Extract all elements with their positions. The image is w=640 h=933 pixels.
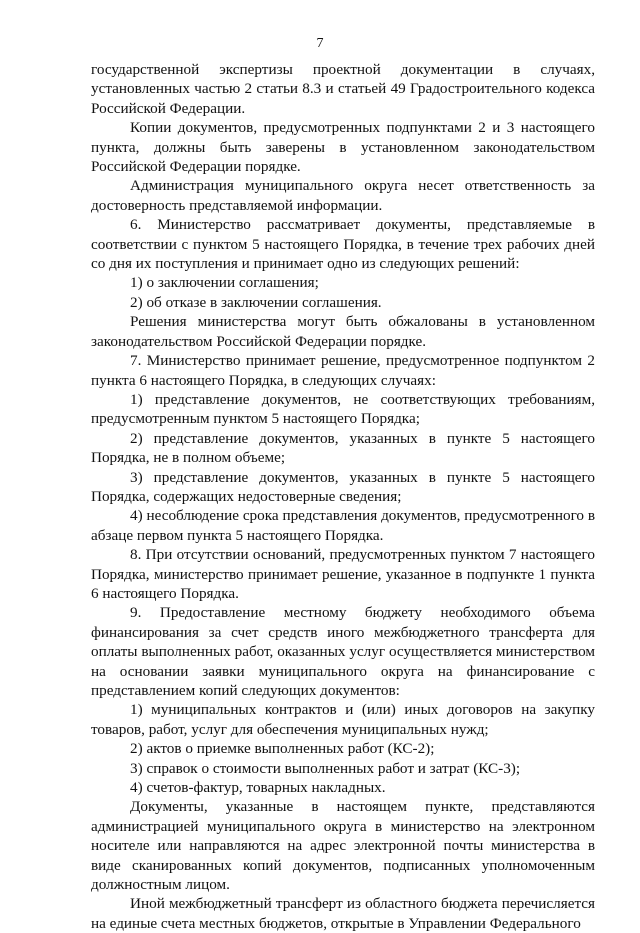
document-body xyxy=(91,60,595,933)
paragraph: 6. Министерство рассматривает документы, представляемые в соответствии с пунктом 5 настоящего Порядка, в течение трех рабочих дней со дня их поступления и принимает одно из следующих решений: xyxy=(91,216,595,273)
paragraph: 3) справок о стоимости выполненных работ и затрат (КС-3); xyxy=(130,759,521,777)
paragraph: 8. При отсутствии оснований, предусмотренных пунктом 7 настоящего Порядка, министерство принимает решение, указанное в подпункте 1 пункта 6 настоящего Порядка. xyxy=(91,546,595,602)
paragraph: 9. Предоставление местному бюджету необходимого объема финансирования за счет средств иного межбюджетного трансферта для оплаты выполненных работ, оказанных услуг осуществляется министерством на основании заявки муниципального округа на финансирование с представлением копий следующих документов: xyxy=(91,604,595,699)
paragraph: 2) об отказе в заключении соглашения. xyxy=(130,293,382,311)
paragraph: 1) представление документов, не соответствующих требованиям, предусмотренным пунктом 5 настоящего Порядка; xyxy=(91,390,595,428)
page-number: 7 xyxy=(316,36,324,51)
paragraph: Иной межбюджетный трансферт из областного бюджета перечисляется на единые счета местных бюджетов, открытые в Управлении Федерального xyxy=(91,895,595,932)
paragraph: 4) несоблюдение срока представления документов, предусмотренного в абзаце первом пункта 5 настоящего Порядка. xyxy=(91,507,595,544)
paragraph: 2) актов о приемке выполненных работ (КС-2); xyxy=(130,740,435,758)
paragraph: 3) представление документов, указанных в пункте 5 настоящего Порядка, содержащих недостоверные сведения; xyxy=(91,468,595,505)
paragraph: 4) счетов-фактур, товарных накладных. xyxy=(130,779,386,797)
paragraph: 1) о заключении соглашения; xyxy=(130,274,319,292)
paragraph: 7. Министерство принимает решение, предусмотренное подпунктом 2 пункта 6 настоящего Порядка, в следующих случаях: xyxy=(91,352,595,389)
paragraph: Документы, указанные в настоящем пункте, представляются администрацией муниципального округа в министерство на электронном носителе или направляются на адрес электронной почты министерства в виде сканированных копий документов, подписанных уполномоченным должностным лицом. xyxy=(91,798,595,894)
paragraph: Администрация муниципального округа несет ответственность за достоверность представляемой информации. xyxy=(91,177,595,214)
paragraph: 1) муниципальных контрактов и (или) иных договоров на закупку товаров, работ, услуг для обеспечения муниципальных нужд; xyxy=(91,701,595,738)
paragraph: государственной экспертизы проектной документации в случаях, установленных частью 2 статьи 8.3 и статьей 49 Градостроительного кодекса Российской Федерации. xyxy=(91,61,595,117)
paragraph: Копии документов, предусмотренных подпунктами 2 и 3 настоящего пункта, должны быть заверены в установленном законодательством Российской Федерации порядке. xyxy=(91,119,595,176)
paragraph: Решения министерства могут быть обжалованы в установленном законодательством Российской Федерации порядке. xyxy=(91,313,595,350)
paragraph: 2) представление документов, указанных в пункте 5 настоящего Порядка, не в полном объеме; xyxy=(91,429,595,467)
